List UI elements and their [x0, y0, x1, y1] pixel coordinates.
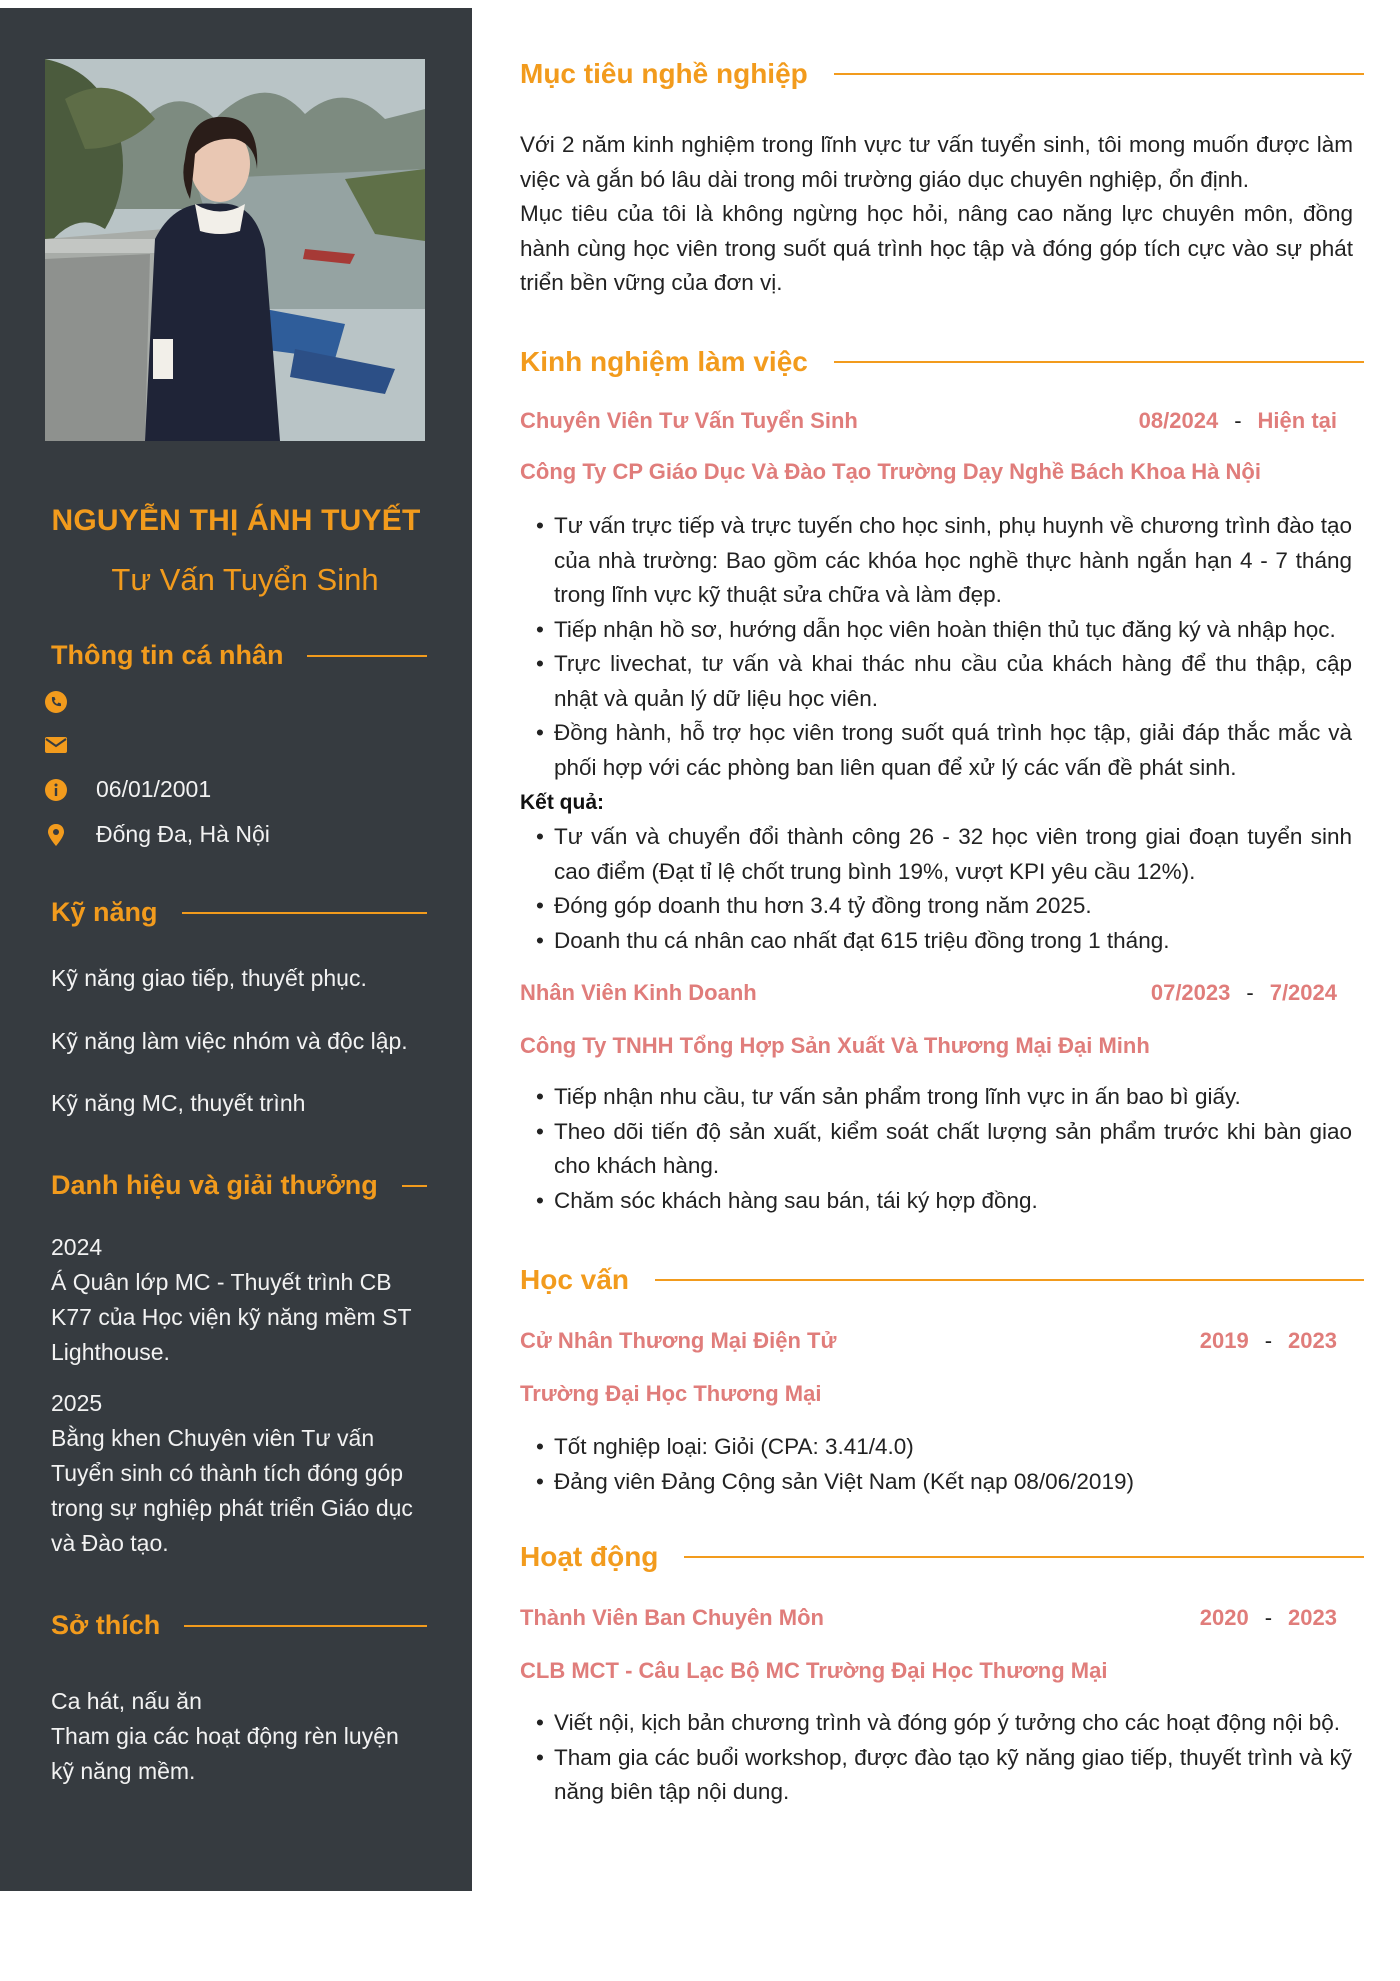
- education-list: [522, 1430, 1352, 1499]
- education-header: [520, 1328, 1337, 1354]
- activities-heading-label: Hoạt động: [520, 1541, 659, 1572]
- job-company: Công Ty CP Giáo Dục Và Đào Tạo Trường Dạy Nghề Bách Khoa Hà Nội: [520, 459, 1261, 484]
- awards-heading: [51, 1170, 427, 1201]
- activity-header: [520, 1605, 1337, 1631]
- candidate-title: Tư Vấn Tuyển Sinh: [111, 562, 379, 597]
- heading-rule: [834, 73, 1364, 75]
- job-company: Công Ty TNHH Tổng Hợp Sản Xuất Và Thương Mại Đại Minh: [520, 1033, 1150, 1058]
- job-header: [520, 408, 1337, 434]
- list-item: • Doanh thu cá nhân cao nhất đạt 615 triệu đồng trong 1 tháng.: [522, 924, 1352, 959]
- job-duties-list: [522, 509, 1352, 785]
- birthday-value: 06/01/2001: [96, 776, 212, 802]
- skill-item: Kỹ năng giao tiếp, thuyết phục.: [51, 965, 367, 991]
- job-start: 08/2024: [1138, 408, 1219, 433]
- degree: Cử Nhân Thương Mại Điện Tử: [520, 1328, 837, 1353]
- list-item: • Tư vấn trực tiếp và trực tuyến cho học sinh, phụ huynh về chương trình đào tạo của nhà trường: Bao gồm các khóa học nghề thực hành ngắn hạn 4 - 7 tháng trong lĩnh vực kỹ thuật sửa chữa và làm đẹp.: [522, 509, 1352, 613]
- job-results-list: [522, 820, 1352, 958]
- objective-paragraph: Với 2 năm kinh nghiệm trong lĩnh vực tư vấn tuyển sinh, tôi mong muốn được làm việc và gắn bó lâu dài trong môi trường giáo dục chuyên nghiệp, ổn định.: [520, 132, 1353, 192]
- objective-heading: [520, 58, 1364, 90]
- awards-heading-label: Danh hiệu và giải thưởng: [51, 1170, 378, 1200]
- experience-heading-label: Kinh nghiệm làm việc: [520, 346, 808, 377]
- contact-email: [45, 734, 96, 756]
- award-text: Bằng khen Chuyên viên Tư vấn Tuyển sinh có thành tích đóng góp trong sự nghiệp phát triển Giáo dục và Đào tạo.: [51, 1425, 413, 1556]
- hobby-line: Tham gia các hoạt động rèn luyện kỹ năng mềm.: [51, 1723, 399, 1784]
- activity-list: [522, 1706, 1352, 1810]
- education-heading: [520, 1264, 1364, 1296]
- list-item: • Tư vấn và chuyển đổi thành công 26 - 32 học viên trong giai đoạn tuyển sinh cao điểm (Đạt tỉ lệ chốt trung bình 19%, vượt KPI yêu cầu 12%).: [522, 820, 1352, 889]
- job-header: [520, 980, 1337, 1006]
- job-dates: 08/2024 - Hiện tại: [1138, 408, 1337, 433]
- heading-rule: [834, 361, 1364, 363]
- heading-rule: [184, 1625, 427, 1627]
- list-item: • Đóng góp doanh thu hơn 3.4 tỷ đồng trong năm 2025.: [522, 889, 1352, 924]
- heading-rule: [402, 1185, 427, 1187]
- skill-item: Kỹ năng làm việc nhóm và độc lập.: [51, 1028, 408, 1054]
- profile-photo: [45, 59, 425, 441]
- award-year: 2025: [51, 1390, 103, 1416]
- list-item: • Đảng viên Đảng Cộng sản Việt Nam (Kết nạp 08/06/2019): [522, 1465, 1352, 1500]
- job-start: 07/2023: [1150, 980, 1231, 1005]
- education-start: 2019: [1199, 1328, 1249, 1353]
- job-dates: 07/2023 - 7/2024: [1150, 980, 1337, 1005]
- activities-heading: [520, 1541, 1364, 1573]
- hobby-line: Ca hát, nấu ăn: [51, 1688, 202, 1714]
- list-item: • Tiếp nhận hồ sơ, hướng dẫn học viên hoàn thiện thủ tục đăng ký và nhập học.: [522, 613, 1352, 648]
- job-end: 7/2024: [1269, 980, 1337, 1005]
- list-item: • Tiếp nhận nhu cầu, tư vấn sản phẩm trong lĩnh vực in ấn bao bì giấy.: [522, 1080, 1352, 1115]
- hobbies-heading-label: Sở thích: [51, 1610, 161, 1640]
- sidebar: [0, 8, 472, 1891]
- skills-heading-label: Kỹ năng: [51, 897, 158, 927]
- contact-phone: [45, 691, 96, 713]
- education-end: 2023: [1288, 1328, 1337, 1353]
- activity-role: Thành Viên Ban Chuyên Môn: [520, 1605, 824, 1630]
- objective-heading-label: Mục tiêu nghề nghiệp: [520, 58, 808, 89]
- list-item: • Chăm sóc khách hàng sau bán, tái ký hợp đồng.: [522, 1184, 1352, 1219]
- school-name: Trường Đại Học Thương Mại: [520, 1381, 822, 1406]
- contact-birthday: [45, 776, 211, 803]
- phone-icon: [45, 691, 67, 713]
- education-heading-label: Học vấn: [520, 1264, 629, 1295]
- job-role: Chuyên Viên Tư Vấn Tuyển Sinh: [520, 408, 858, 433]
- award-item: [51, 1230, 421, 1370]
- job-end: Hiện tại: [1257, 408, 1337, 433]
- award-text: Á Quân lớp MC - Thuyết trình CB K77 của Học viện kỹ năng mềm ST Lighthouse.: [51, 1269, 412, 1365]
- location-pin-icon: [45, 824, 67, 846]
- profile-photo-image: [45, 59, 425, 441]
- activity-end: 2023: [1288, 1605, 1337, 1630]
- skill-item: Kỹ năng MC, thuyết trình: [51, 1090, 306, 1116]
- heading-rule: [655, 1279, 1364, 1281]
- info-icon: [45, 779, 67, 801]
- experience-heading: [520, 346, 1364, 378]
- award-item: [51, 1386, 421, 1561]
- activity-start: 2020: [1199, 1605, 1249, 1630]
- list-item: • Đồng hành, hỗ trợ học viên trong suốt quá trình học tập, giải đáp thắc mắc và phối hợp với các phòng ban liên quan để xử lý các vấn đề phát sinh.: [522, 716, 1352, 785]
- activity-dates: 2020 - 2023: [1199, 1605, 1337, 1630]
- objective-text: [520, 128, 1353, 301]
- list-item: • Theo dõi tiến độ sản xuất, kiểm soát chất lượng sản phẩm trước khi bàn giao cho khách hàng.: [522, 1115, 1352, 1184]
- list-item: • Tham gia các buổi workshop, được đào tạo kỹ năng giao tiếp, thuyết trình và kỹ năng biên tập nội dung.: [522, 1741, 1352, 1810]
- list-item: • Viết nội, kịch bản chương trình và đóng góp ý tưởng cho các hoạt động nội bộ.: [522, 1706, 1352, 1741]
- heading-rule: [684, 1556, 1364, 1558]
- contact-address: [45, 821, 270, 848]
- results-label: Kết quả:: [520, 791, 604, 814]
- list-item: • Tốt nghiệp loại: Giỏi (CPA: 3.41/4.0): [522, 1430, 1352, 1465]
- hobbies-text: [51, 1684, 411, 1789]
- heading-rule: [307, 655, 427, 657]
- award-year: 2024: [51, 1234, 103, 1260]
- email-icon: [45, 734, 67, 756]
- education-dates: 2019 - 2023: [1199, 1328, 1337, 1353]
- personal-info-heading: [51, 640, 427, 671]
- heading-rule: [182, 912, 427, 914]
- objective-paragraph: Mục tiêu của tôi là không ngừng học hỏi, nâng cao năng lực chuyên môn, đồng hành cùng học viên trong suốt quá trình học tập và đóng góp tích cực vào sự phát triển bền vững của đơn vị.: [520, 201, 1353, 295]
- personal-info-heading-label: Thông tin cá nhân: [51, 640, 284, 670]
- job-role: Nhân Viên Kinh Doanh: [520, 980, 757, 1005]
- hobbies-heading: [51, 1610, 427, 1641]
- skills-heading: [51, 897, 427, 928]
- activity-org: CLB MCT - Câu Lạc Bộ MC Trường Đại Học Thương Mại: [520, 1658, 1108, 1683]
- address-value: Đống Đa, Hà Nội: [96, 821, 270, 847]
- job-duties-list: [522, 1080, 1352, 1218]
- candidate-name: NGUYỄN THỊ ÁNH TUYẾT: [51, 504, 421, 537]
- list-item: • Trực livechat, tư vấn và khai thác nhu cầu của khách hàng để thu thập, cập nhật và quản lý dữ liệu học viên.: [522, 647, 1352, 716]
